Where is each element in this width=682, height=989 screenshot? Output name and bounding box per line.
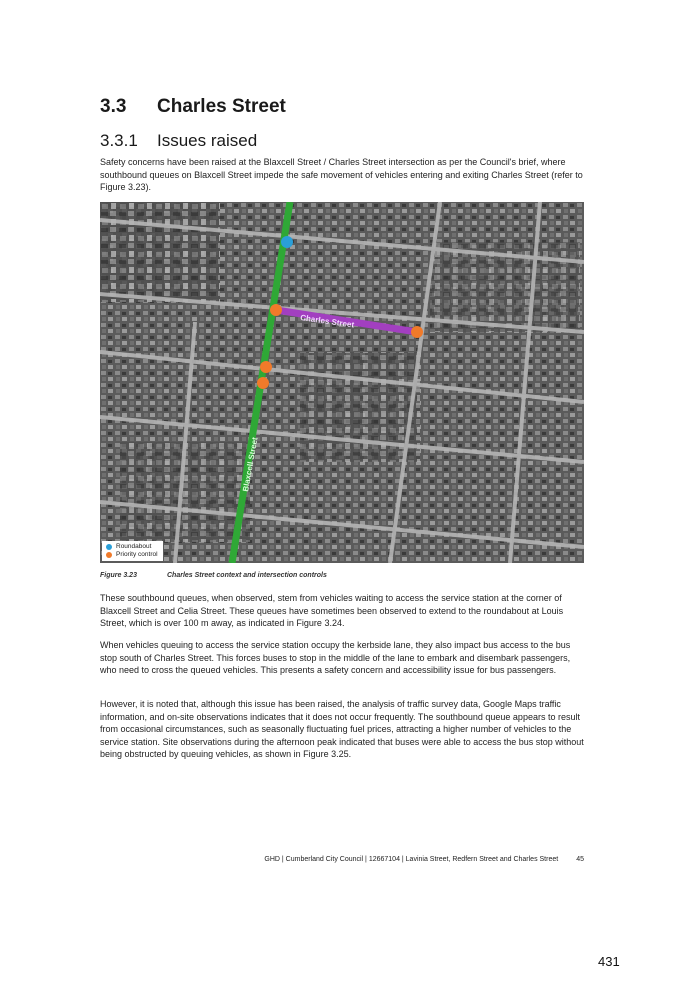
footer-page-number: 45 [576, 856, 584, 863]
figure-caption-text: Charles Street context and intersection controls [167, 572, 327, 579]
legend-item-priority [106, 551, 158, 559]
page-footer [200, 856, 584, 863]
paragraph-analysis: However, it is noted that, although this issue has been raised, the analysis of traffic survey data, Google Maps traffic information, and on-site observations indicates that it does not occur frequently. The southbound queue appears to result from occasional circumstances, such as seasonally fluctuating fuel prices, attracting a higher number of vehicles to the service station. Site observations during the afternoon peak indicated that buses were able to access the bus stop without being obstructed by queuing vehicles, as shown in Figure 3.25. [100, 699, 584, 760]
figure-caption [100, 572, 327, 579]
subsection-title: Issues raised [157, 131, 258, 150]
paragraph-queues: These southbound queues, when observed, stem from vehicles waiting to access the service station at the corner of Blaxcell Street and Celia Street. These queues have sometimes been observed to extend to the roundabout at Louis Street, which is over 100 m away, as indicated in Figure 3.24. [100, 593, 564, 629]
roundabout-legend-dot [106, 544, 112, 550]
blaxcell-street-label: Blaxcell Street [241, 436, 260, 493]
charles-street-label: Charles Street [299, 313, 355, 330]
subsection-number: 3.3.1 [100, 131, 138, 150]
section-title: Charles Street [157, 96, 286, 117]
footer-text: GHD | Cumberland City Council | 12667104 | Lavinia Street, Redfern Street and Charles Street [264, 856, 559, 863]
roundabout-marker [281, 236, 293, 248]
paragraph-intro: Safety concerns have been raised at the Blaxcell Street / Charles Street intersection as per the Council's brief, where southbound queues on Blaxcell Street impede the safe movement of vehicles entering and exiting Charles Street (refer to Figure 3.23). [100, 157, 583, 193]
paragraph-bus-access: When vehicles queuing to access the service station occupy the kerbside lane, they also impact bus access to the bus stop south of Charles Street. This forces buses to stop in the middle of the lane to embark and disembark passengers, who need to cross the queued vehicles. This presents a safety concern and accessibility issue for bus passengers. [100, 640, 571, 676]
legend-label: Priority control [116, 551, 158, 558]
priority-marker [270, 304, 282, 316]
legend-item-roundabout [106, 543, 158, 551]
aerial-map-figure [100, 202, 584, 563]
legend-label: Roundabout [116, 543, 152, 550]
priority-marker [260, 361, 272, 373]
priority-marker [257, 377, 269, 389]
map-legend [102, 541, 163, 561]
subsection-heading [100, 131, 257, 151]
section-number: 3.3 [100, 96, 127, 117]
priority-legend-dot [106, 552, 112, 558]
priority-marker [411, 326, 423, 338]
document-page-number: 431 [598, 954, 620, 969]
figure-number: Figure 3.23 [100, 572, 137, 579]
section-heading [100, 96, 286, 118]
aerial-map [100, 202, 584, 563]
